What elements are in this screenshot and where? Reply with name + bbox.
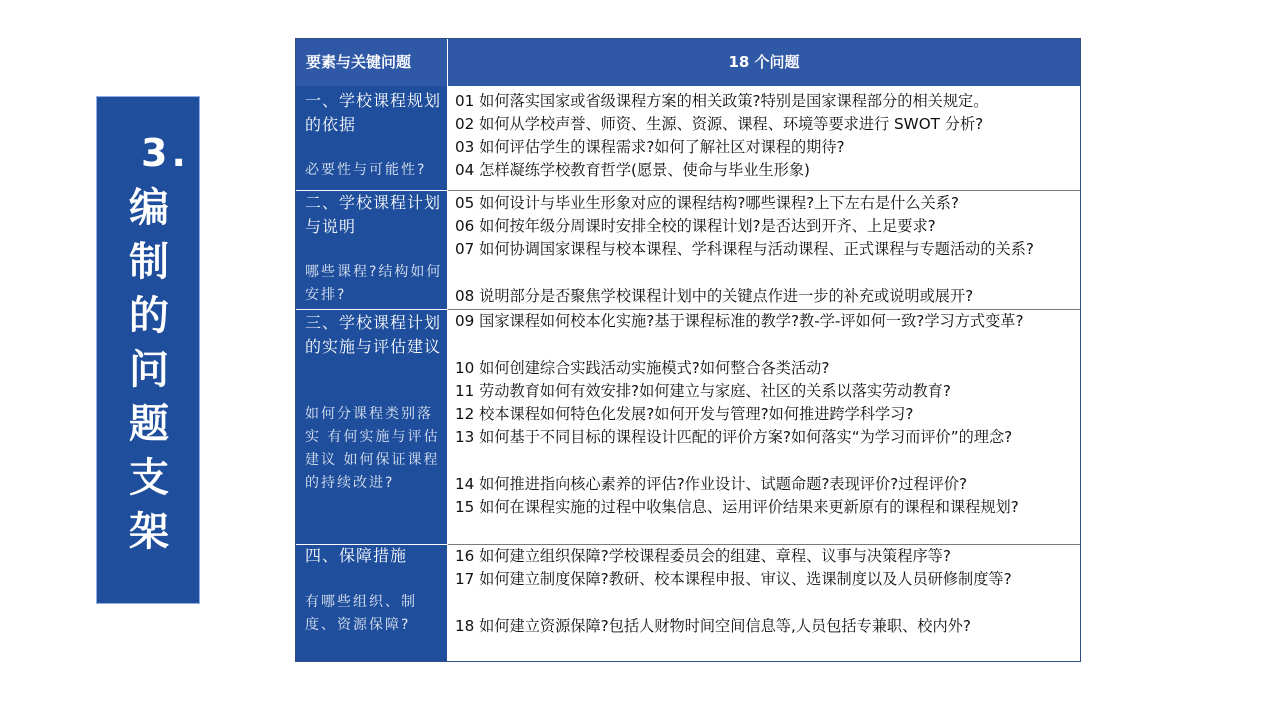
question-item: 12 校本课程如何特色化发展?如何开发与管理?如何推进跨学科学习? [455,405,914,423]
section-1-title: 一、学校课程规划的依据 [305,91,442,134]
section-2-subtitle: 哪些课程?结构如何安排? [305,264,443,303]
question-item: 08 说明部分是否聚焦学校课程计划中的关键点作进一步的补充或说明或展开? [455,287,974,305]
header-questions-label: 18 个问题 [728,53,800,71]
section-2-title: 二、学校课程计划与说明 [305,193,442,236]
question-item: 17 如何建立制度保障?教研、校本课程申报、审议、选课制度以及人员研修制度等? [455,570,1012,588]
question-item: 06 如何按年级分周课时安排全校的课程计划?是否达到开齐、上足要求? [455,217,936,235]
title-char: 编 [129,185,169,231]
question-item: 02 如何从学校声誉、师资、生源、资源、课程、环境等要求进行 SWOT 分析? [455,115,984,133]
question-item: 10 如何创建综合实践活动实施模式?如何整合各类活动? [455,359,830,377]
questions-table [295,38,1081,662]
title-char: 的 [129,293,169,339]
question-item: 15 如何在课程实施的过程中收集信息、运用评价结果来更新原有的课程和课程规划? [455,498,1019,516]
side-title-panel [96,96,200,604]
section-3-title: 三、学校课程计划的实施与评估建议 [305,313,442,356]
question-item: 16 如何建立组织保障?学校课程委员会的组建、章程、议事与决策程序等? [455,547,951,565]
section-4-title: 四、保障措施 [305,546,408,565]
question-item: 05 如何设计与毕业生形象对应的课程结构?哪些课程?上下左右是什么关系? [455,194,959,212]
column-divider [447,39,448,661]
vertical-title [97,181,201,559]
title-char: 题 [129,401,169,447]
section-1-subtitle: 必要性与可能性? [305,162,427,178]
header-elements-label: 要素与关键问题 [306,53,412,71]
question-item: 18 如何建立资源保障?包括人财物时间空间信息等,人员包括专兼职、校内外? [455,617,971,635]
section-separator [448,190,1080,191]
table-header [296,39,1080,86]
title-number: 3. [141,131,190,175]
section-4-subtitle: 有哪些组织、制度、资源保障? [305,594,417,633]
question-item: 14 如何推进指向核心素养的评估?作业设计、试题命题?表现评价?过程评价? [455,475,968,493]
question-item: 11 劳动教育如何有效安排?如何建立与家庭、社区的关系以落实劳动教育? [455,382,951,400]
question-item: 04 怎样凝练学校教育哲学(愿景、使命与毕业生形象) [455,161,810,179]
title-char: 问 [129,347,169,393]
title-char: 制 [129,239,169,285]
section-separator [296,309,448,310]
title-char: 架 [129,509,169,555]
question-item: 01 如何落实国家或省级课程方案的相关政策?特别是国家课程部分的相关规定。 [455,92,989,110]
question-item: 03 如何评估学生的课程需求?如何了解社区对课程的期待? [455,138,845,156]
question-item: 09 国家课程如何校本化实施?基于课程标准的教学?教-学-评如何一致?学习方式变革? [455,312,1024,330]
title-char: 支 [129,455,169,501]
question-item: 13 如何基于不同目标的课程设计匹配的评价方案?如何落实“为学习而评价”的理念? [455,428,1013,446]
question-item: 07 如何协调国家课程与校本课程、学科课程与活动课程、正式课程与专题活动的关系? [455,240,1034,258]
section-3-subtitle: 如何分课程类别落实 有何实施与评估建议 如何保证课程的持续改进? [305,406,440,491]
